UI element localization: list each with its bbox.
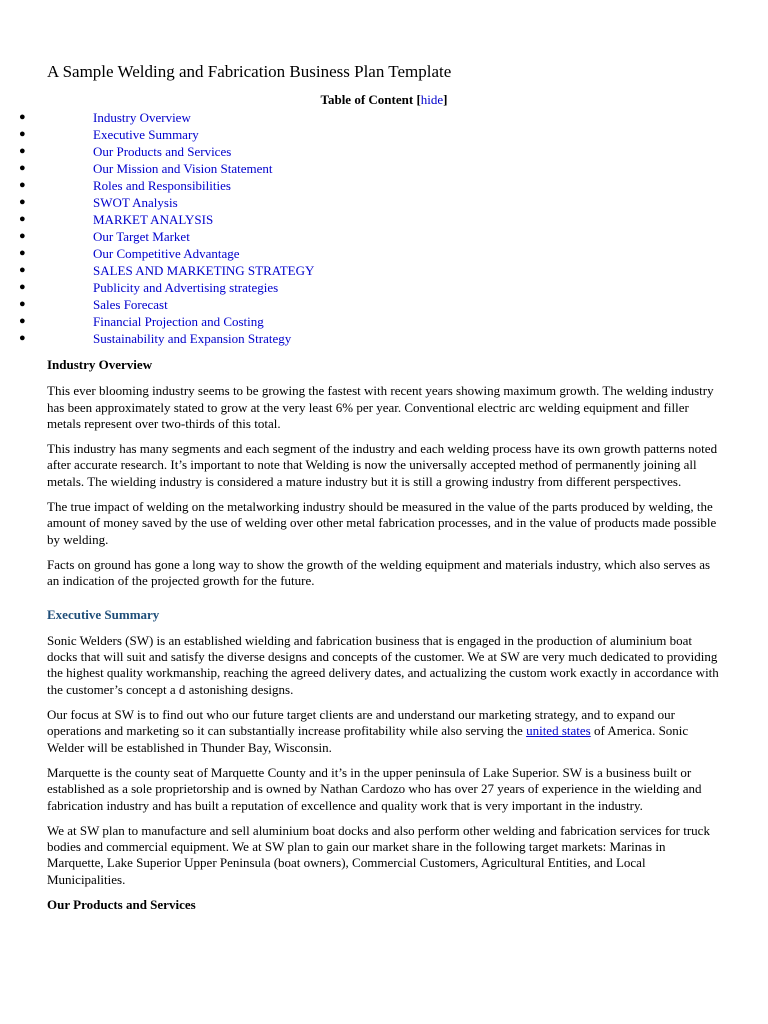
industry-overview-paragraph: This industry has many segments and each segment of the industry and each welding process have its own growth patterns noted after accurate research. It’s important to note that Welding is now the universally accepted method of permanently joining all metals. The wielding industry is considered a mature industry but it is still a growing industry from different perspectives. [47, 441, 718, 489]
toc-link-competitive-advantage[interactable]: Our Competitive Advantage [93, 246, 240, 261]
bullet-icon: ● [19, 247, 26, 259]
industry-overview-paragraph: The true impact of welding on the metalworking industry should be measured in the value of the parts produced by welding, the amount of money saved by the use of welding over other metal fabrication processes, and in the value of products made possible by welding. [47, 499, 717, 547]
bullet-icon: ● [19, 196, 26, 208]
toc-heading [0, 92, 768, 108]
bullet-icon: ● [19, 111, 26, 123]
toc-link-publicity[interactable]: Publicity and Advertising strategies [93, 280, 279, 295]
toc-link-sustainability[interactable]: Sustainability and Expansion Strategy [93, 331, 292, 346]
toc-link-sales-forecast[interactable]: Sales Forecast [93, 297, 168, 312]
bullet-icon: ● [19, 281, 26, 293]
executive-summary-paragraph [47, 707, 721, 756]
bullet-icon: ● [19, 162, 26, 174]
bullet-icon: ● [19, 145, 26, 157]
toc-link-executive-summary[interactable]: Executive Summary [93, 127, 199, 142]
page-title: A Sample Welding and Fabrication Business Plan Template [47, 62, 452, 81]
products-services-heading: Our Products and Services [47, 897, 196, 913]
executive-summary-paragraph: We at SW plan to manufacture and sell aluminium boat docks and also perform other welding and fabrication services for truck bodies and commercial equipment. We at SW plan to gain our market share in the following target markets: Marinas in Marquette, Lake Superior Upper Peninsula (boat owners), Commercial Customers, Agricultural Entities, and Local Municipalities. [47, 822, 710, 887]
bullet-icon: ● [19, 213, 26, 225]
bullet-icon: ● [19, 298, 26, 310]
bullet-icon: ● [19, 315, 26, 327]
toc-link-roles[interactable]: Roles and Responsibilities [93, 178, 231, 193]
bullet-icon: ● [19, 179, 26, 191]
united-states-link[interactable]: united states [526, 723, 591, 739]
bullet-icon: ● [19, 230, 26, 242]
toc-link-mission-vision[interactable]: Our Mission and Vision Statement [93, 161, 273, 176]
toc-link-market-analysis[interactable]: MARKET ANALYSIS [93, 212, 214, 227]
toc-link-products-services[interactable]: Our Products and Services [93, 144, 232, 159]
industry-overview-paragraph: This ever blooming industry seems to be growing the fastest with recent years showing maximum growth. The welding industry has been approximately stated to grow at the very least 6% per year. Conventional electric arc welding equipment and filler metals represent over two-thirds of this total. [47, 383, 714, 431]
industry-overview-heading: Industry Overview [47, 357, 153, 372]
industry-overview-paragraph: Facts on ground has gone a long way to show the growth of the welding equipment and materials industry, which also serves as an indication of the projected growth for the future. [47, 556, 711, 589]
executive-summary-heading: Executive Summary [47, 606, 160, 622]
toc-heading-label: Table of Content [320, 92, 414, 107]
bullet-icon: ● [19, 264, 26, 276]
toc-link-financial-projection[interactable]: Financial Projection and Costing [93, 314, 264, 329]
document-body [47, 357, 721, 923]
executive-summary-paragraph: Sonic Welders (SW) is an established wielding and fabrication business that is engaged in the production of aluminium boat docks that will suit and satisfy the diverse designs and concepts of the customer. We at SW are very much dedicated to providing the highest quality workmanship, reaching the agreed delivery dates, and actualizing the custom work exactly in accordance with the customer’s concept a d astonishing designs. [47, 632, 719, 697]
paragraph-text: Our focus at SW is to find out who our future target clients are and understand our marketing strategy, and to expand our operations and marketing so it can substantially increase profitability while also serving the [47, 707, 675, 739]
bullet-icon: ● [19, 332, 26, 344]
toc-link-sales-marketing[interactable]: SALES AND MARKETING STRATEGY [93, 263, 315, 278]
toc-hide-bracket-open: [ [416, 92, 421, 107]
toc-link-target-market[interactable]: Our Target Market [93, 229, 190, 244]
toc-link-swot[interactable]: SWOT Analysis [93, 195, 178, 210]
toc-link-industry-overview[interactable]: Industry Overview [93, 110, 191, 125]
executive-summary-paragraph: Marquette is the county seat of Marquette County and it’s in the upper peninsula of Lake Superior. SW is a business built or established as a sole proprietorship and is owned by Nathan Cardozo who has over 27 years of experience in the wielding and fabrication industry and has built a reputation of excellence and quality work that is very important in the industry. [47, 764, 702, 813]
bullet-icon: ● [19, 128, 26, 140]
toc-hide-link[interactable]: hide [420, 92, 444, 107]
toc-hide-bracket-close: ] [443, 92, 448, 107]
paragraph-text: of America. Sonic Welder will be established in Thunder Bay, Wisconsin. [47, 723, 689, 755]
